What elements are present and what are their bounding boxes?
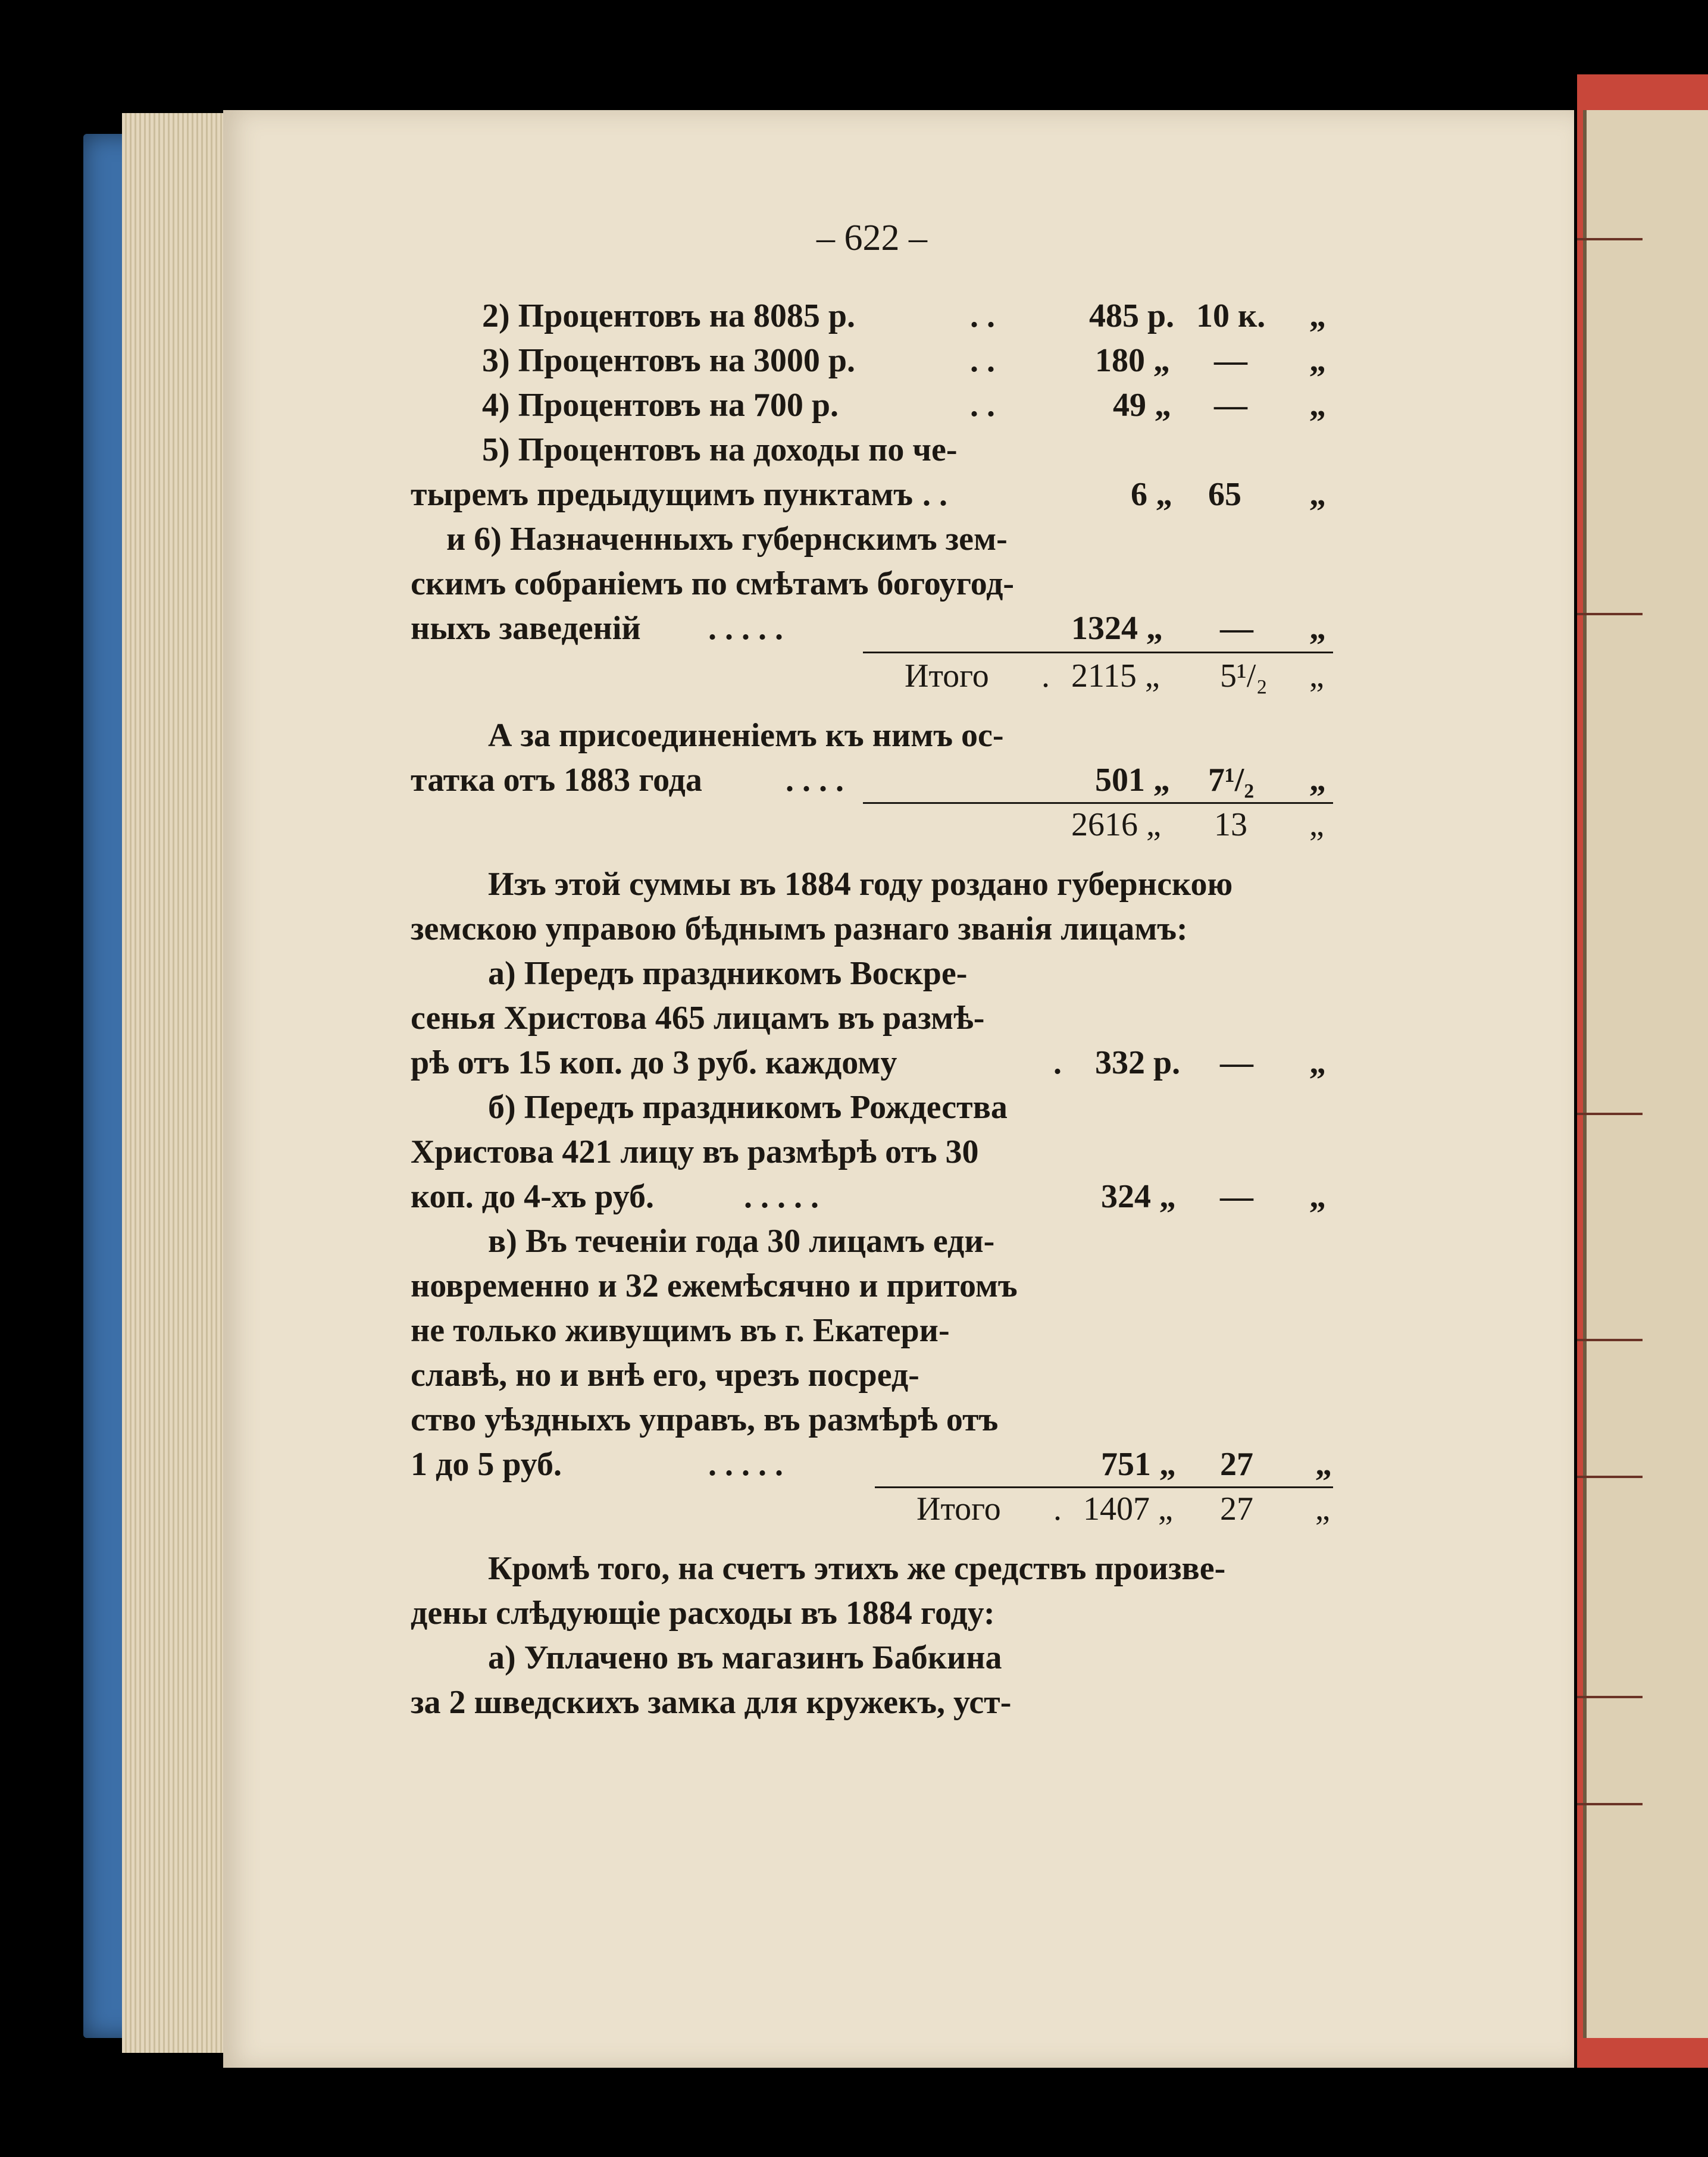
binding-stitch <box>1577 238 1643 240</box>
binding-stitch <box>1577 1476 1643 1478</box>
total-label: Итого <box>916 1491 1001 1527</box>
line-label: за 2 шведскихъ замка для кружекъ, уст- <box>411 1684 1012 1721</box>
line-label: 3) Процентовъ на 3000 р. <box>482 342 856 379</box>
binding-stitch <box>1577 1803 1643 1805</box>
binding-stitch <box>1577 1696 1643 1698</box>
binding-stitch <box>1577 613 1643 615</box>
ledger-line <box>482 384 1333 427</box>
amount-rubles: 1324 „ <box>1071 610 1163 647</box>
leader-dots: . . <box>970 342 995 379</box>
amount-kopecks: — <box>1220 610 1253 647</box>
ditto-mark: „ <box>1309 1044 1326 1081</box>
amount-kopecks: 7¹/₂ <box>1208 762 1255 799</box>
page-edges <box>122 113 235 2053</box>
leader-dots: . <box>1053 1044 1062 1081</box>
line-label: дены слѣдующіе расходы въ 1884 году: <box>411 1595 995 1632</box>
ditto-mark: „ <box>1309 1178 1326 1215</box>
line-label: не только живущимъ въ г. Екатери- <box>411 1312 950 1349</box>
leader-dots: . <box>1041 658 1050 694</box>
ledger-line <box>411 1175 1333 1218</box>
page-number: – 622 – <box>817 218 927 258</box>
amount-kopecks: 13 <box>1214 806 1247 843</box>
total-label: Итого <box>905 658 989 694</box>
ledger-line <box>482 295 1333 337</box>
line-label: рѣ отъ 15 коп. до 3 руб. каждому <box>411 1044 897 1081</box>
leader-dots: . . <box>922 476 947 513</box>
amount-rubles: 485 р. <box>1089 298 1175 334</box>
ditto-mark: „ <box>1309 658 1324 694</box>
line-label: Кромѣ того, на счетъ этихъ же средствъ произве- <box>488 1550 1226 1587</box>
line-label: 5) Процентовъ на доходы по че- <box>482 431 958 468</box>
line-label: а) Передъ праздникомъ Воскре- <box>488 955 968 992</box>
line-label: земскою управою бѣднымъ разнаго званія лицамъ: <box>411 910 1188 947</box>
amount-rubles: 332 р. <box>1095 1044 1181 1081</box>
line-label: сенья Христова 465 лицамъ въ размѣ- <box>411 1000 985 1037</box>
leader-dots: . . <box>970 298 995 334</box>
line-label: 1 до 5 руб. <box>411 1446 562 1483</box>
leader-dots: . . <box>970 387 995 424</box>
ledger-line <box>411 473 1333 516</box>
total-line <box>411 655 1333 697</box>
sum-rule <box>863 652 1333 653</box>
ditto-mark: „ <box>1309 806 1324 843</box>
line-label: и 6) Назначенныхъ губернскимъ зем- <box>446 521 1008 558</box>
amount-rubles: 49 „ <box>1113 387 1171 424</box>
total-line <box>411 803 1333 846</box>
ditto-mark: „ <box>1315 1446 1332 1483</box>
amount-kopecks: — <box>1220 1044 1253 1081</box>
line-label: славѣ, но и внѣ его, чрезъ посред- <box>411 1357 919 1394</box>
line-label: 2) Процентовъ на 8085 р. <box>482 298 856 334</box>
ledger-line <box>411 607 1333 650</box>
ledger-line <box>411 759 1333 802</box>
amount-rubles: 6 „ <box>1131 476 1172 513</box>
ledger-line <box>411 1041 1333 1084</box>
ditto-mark: „ <box>1315 1491 1330 1527</box>
line-label: а) Уплачено въ магазинъ Бабкина <box>488 1639 1002 1676</box>
line-label: ство уѣздныхъ управъ, въ размѣрѣ отъ <box>411 1401 999 1438</box>
line-label: Изъ этой суммы въ 1884 году роздано губернскою <box>488 866 1233 903</box>
amount-rubles: 751 „ <box>1101 1446 1176 1483</box>
leader-dots: . . . . <box>786 762 844 799</box>
amount-kopecks: 65 <box>1208 476 1241 513</box>
line-label: ныхъ заведеній <box>411 610 641 647</box>
amount-rubles: 1407 „ <box>1083 1491 1173 1527</box>
amount-rubles: 180 „ <box>1095 342 1170 379</box>
leader-dots: . <box>1053 1491 1062 1527</box>
line-label: коп. до 4-хъ руб. <box>411 1178 654 1215</box>
binding-stitch <box>1577 1113 1643 1115</box>
leader-dots: . . . . . <box>744 1178 819 1215</box>
ditto-mark: „ <box>1309 610 1326 647</box>
leader-dots: . . . . . <box>708 1446 783 1483</box>
amount-kopecks: 5¹/₂ <box>1220 658 1268 694</box>
line-label: 4) Процентовъ на 700 р. <box>482 387 839 424</box>
ditto-mark: „ <box>1309 476 1326 513</box>
line-label: тыремъ предыдущимъ пунктамъ <box>411 476 914 513</box>
total-line <box>411 1488 1333 1530</box>
ditto-mark: „ <box>1309 762 1326 799</box>
amount-rubles: 2115 „ <box>1071 658 1160 694</box>
text-line <box>482 428 1333 471</box>
ledger-line <box>411 1443 1333 1486</box>
line-label: новременно и 32 ежемѣсячно и притомъ <box>411 1267 1018 1304</box>
amount-rubles: 501 „ <box>1095 762 1170 799</box>
amount-rubles: 2616 „ <box>1071 806 1161 843</box>
line-label: А за присоединеніемъ къ нимъ ос- <box>488 717 1004 754</box>
facing-page <box>1583 110 1708 2038</box>
line-label: Христова 421 лицу въ размѣрѣ отъ 30 <box>411 1134 979 1170</box>
line-label: б) Передъ праздникомъ Рождества <box>488 1089 1008 1126</box>
ledger-line <box>482 339 1333 382</box>
amount-kopecks: 10 к. <box>1196 298 1266 334</box>
ditto-mark: „ <box>1309 298 1326 334</box>
line-label: татка отъ 1883 года <box>411 762 702 799</box>
amount-kopecks: 27 <box>1220 1446 1253 1483</box>
leader-dots: . . . . . <box>708 610 783 647</box>
line-label: скимъ собраніемъ по смѣтамъ богоугод- <box>411 565 1015 602</box>
ditto-mark: „ <box>1309 342 1326 379</box>
amount-kopecks: — <box>1220 1178 1253 1215</box>
binding-stitch <box>1577 1339 1643 1341</box>
amount-kopecks: — <box>1214 342 1247 379</box>
amount-rubles: 324 „ <box>1101 1178 1176 1215</box>
amount-kopecks: 27 <box>1220 1491 1253 1527</box>
amount-kopecks: — <box>1214 387 1247 424</box>
line-label: в) Въ теченіи года 30 лицамъ еди- <box>488 1223 995 1260</box>
ditto-mark: „ <box>1309 387 1326 424</box>
